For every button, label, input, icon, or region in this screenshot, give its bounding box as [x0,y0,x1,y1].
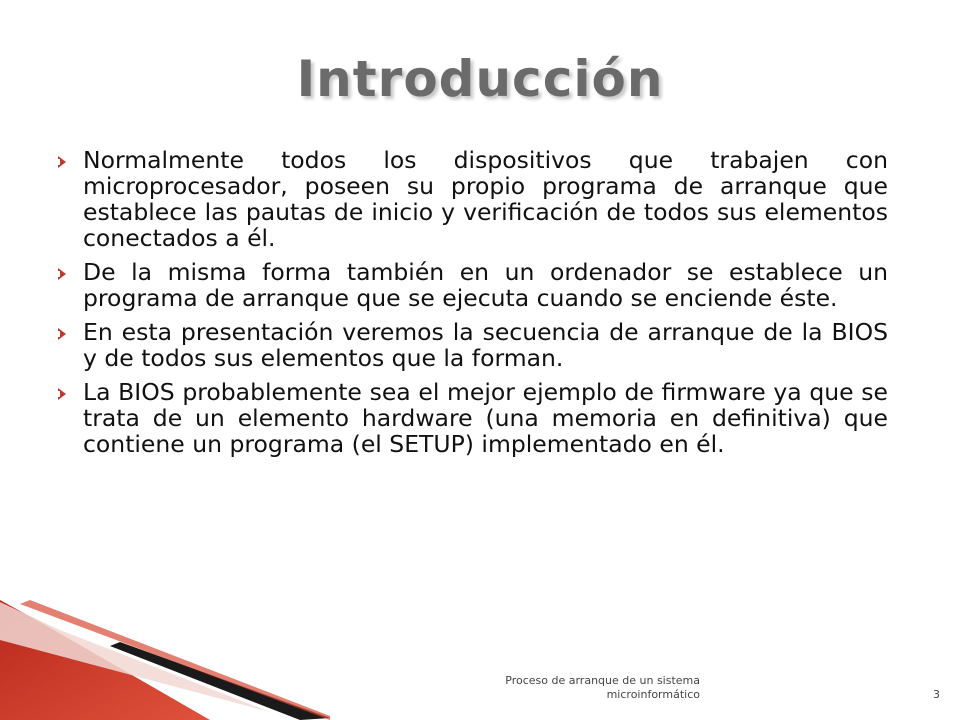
bullet-text: La BIOS probablemente sea el mejor ejemplo de firmware ya que se trata de un elemento hardware (una memoria en definitiva) que contiene un programa (el SETUP) implementado en él. [83,378,888,458]
bullet-text: De la misma forma también en un ordenador se establece un programa de arranque que se ejecuta cuando se enciende éste. [83,258,888,312]
page-number: 3 [933,688,940,701]
bullet-text: Normalmente todos los dispositivos que trabajen con microprocesador, poseen su propio programa de arranque que establece las pautas de inicio y verificación de todos sus elementos conectados a él. [83,146,888,252]
bullet-item [50,259,888,311]
bullet-item [50,319,888,371]
bullet-text: En esta presentación veremos la secuencia de arranque de la BIOS y de todos sus elementos que la forman. [83,318,888,372]
footer-text [440,674,700,702]
arrow-bullet-icon [58,388,66,400]
arrow-bullet-icon [58,328,66,340]
bullet-item [50,147,888,251]
footer-line-2: microinformático [606,688,700,701]
bullet-list [50,147,888,465]
arrow-bullet-icon [58,156,66,168]
bullet-item [50,379,888,457]
footer-line-1: Proceso de arranque de un sistema [505,674,700,687]
decorative-ribbon [0,600,330,720]
arrow-bullet-icon [58,268,66,280]
slide-title: Introducción [296,50,664,108]
